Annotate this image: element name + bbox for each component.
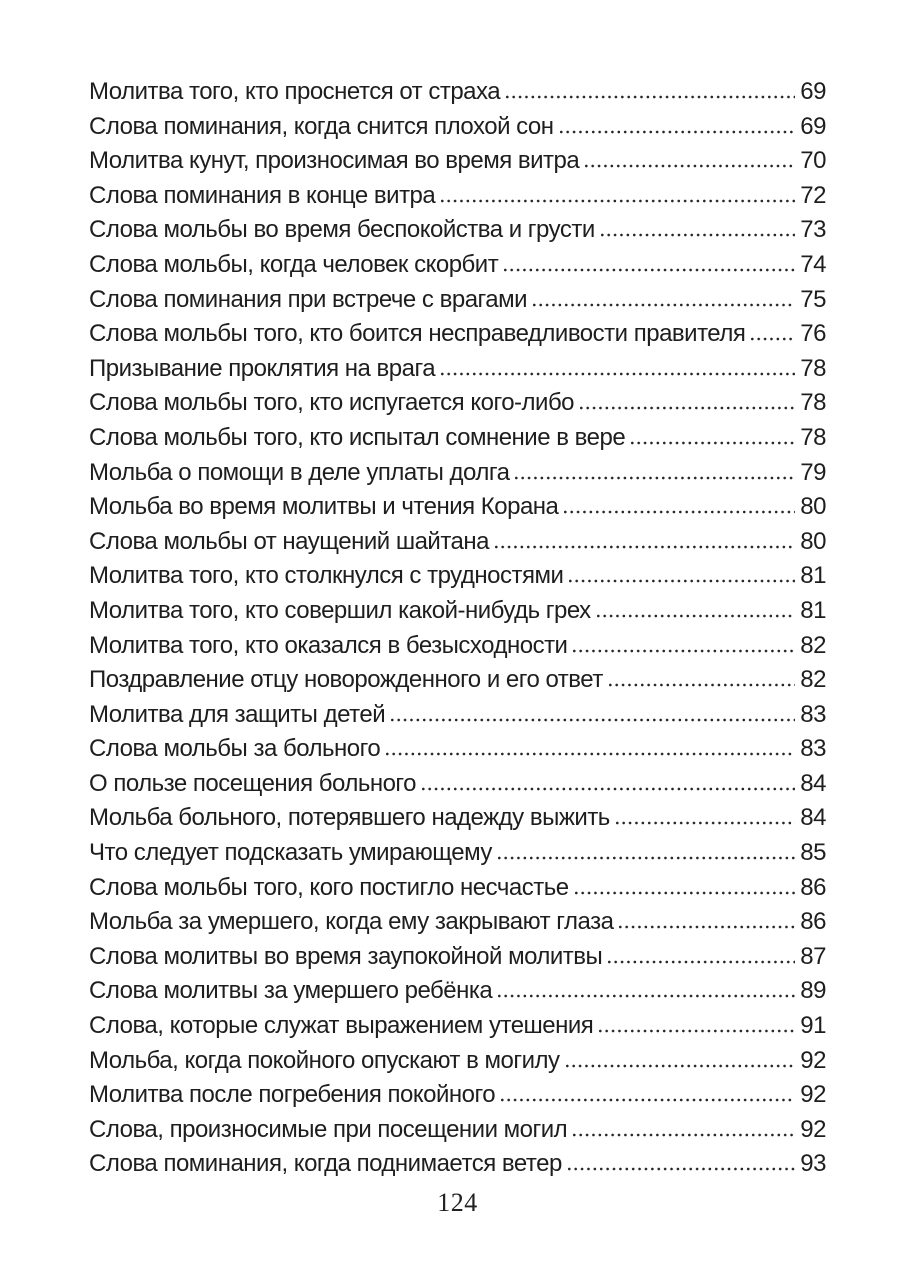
toc-row: [89, 459, 826, 494]
toc-entry-page-number: 93: [800, 1150, 826, 1178]
toc-entry-page-number: 92: [800, 1115, 826, 1143]
toc-entry-page-number: 69: [800, 78, 826, 105]
toc-row: [89, 147, 826, 182]
toc-row: [89, 113, 826, 148]
toc-entry-page-number: 78: [800, 354, 826, 382]
toc-row: [89, 735, 826, 770]
dot-leader: [501, 1098, 795, 1102]
toc-row: [89, 1150, 826, 1185]
toc-entry-page-number: 85: [800, 839, 826, 867]
toc-row: [89, 977, 826, 1012]
toc-entry-title: Слова поминания в конце витра: [89, 181, 436, 209]
toc-row: [89, 216, 826, 251]
toc-row: [89, 701, 826, 736]
toc-entry-page-number: 82: [800, 666, 826, 694]
toc-row: [89, 597, 826, 632]
dot-leader: [599, 1029, 795, 1033]
toc-entry-title: Молитва того, кто оказался в безысходности: [89, 631, 568, 659]
toc-entry-page-number: 73: [800, 216, 826, 244]
toc-entry-page-number: 92: [800, 1046, 826, 1074]
dot-leader: [619, 925, 795, 929]
toc-entry-title: Слова молитвы во время заупокойной молитвы: [89, 942, 603, 970]
toc-entry-title: Слова мольбы за больного: [89, 735, 381, 763]
toc-row: [89, 804, 826, 839]
toc-entry-title: Молитва после погребения покойного: [89, 1081, 496, 1109]
toc-row: [89, 666, 826, 701]
toc-entry-page-number: 69: [800, 112, 826, 140]
toc-entry-title: Слова поминания, когда снится плохой сон: [89, 112, 554, 140]
toc-entry-title: Мольба больного, потерявшего надежду выжить: [89, 804, 610, 832]
toc-row: [89, 182, 826, 217]
toc-entry-title: Что следует подсказать умирающему: [89, 839, 492, 867]
toc-entry-page-number: 70: [800, 147, 826, 175]
toc-entry-page-number: 82: [800, 631, 826, 659]
dot-leader: [566, 1064, 795, 1068]
toc-entry-title: Слова мольбы от наущений шайтана: [89, 527, 489, 555]
toc-entry-page-number: 78: [800, 389, 826, 417]
toc-row: [89, 943, 826, 978]
toc-entry-page-number: 87: [800, 942, 826, 970]
toc-entry-title: Слова мольбы того, кто испугается кого-либо: [89, 389, 575, 417]
dot-leader: [391, 718, 795, 722]
toc-row: [89, 874, 826, 909]
toc-row: [89, 632, 826, 667]
toc-row: [89, 1116, 826, 1151]
dot-leader: [495, 545, 795, 549]
table-of-contents: [89, 78, 826, 1185]
dot-leader: [569, 579, 795, 583]
dot-leader: [386, 752, 795, 756]
toc-entry-title: Молитва того, кто совершил какой-нибудь грех: [89, 596, 591, 624]
dot-leader: [515, 476, 795, 480]
toc-entry-title: Слова мольбы, когда человек скорбит: [89, 250, 499, 278]
toc-entry-page-number: 75: [800, 285, 826, 313]
toc-entry-title: Поздравление отцу новорожденного и его ответ: [89, 666, 603, 694]
toc-entry-title: Слова мольбы того, кто боится несправедливости правителя: [89, 320, 746, 348]
toc-entry-title: Мольба во время молитвы и чтения Корана: [89, 493, 559, 521]
dot-leader: [506, 95, 795, 99]
dot-leader: [564, 510, 795, 514]
toc-entry-title: О пользе посещения больного: [89, 769, 416, 797]
dot-leader: [573, 649, 795, 653]
toc-entry-title: Слова мольбы того, кого постигло несчастье: [89, 873, 569, 901]
dot-leader: [631, 441, 795, 445]
toc-row: [89, 251, 826, 286]
toc-entry-page-number: 78: [800, 423, 826, 451]
toc-row: [89, 320, 826, 355]
toc-entry-page-number: 92: [800, 1081, 826, 1109]
toc-entry-page-number: 89: [800, 977, 826, 1005]
dot-leader: [616, 821, 795, 825]
toc-row: [89, 1012, 826, 1047]
toc-entry-page-number: 81: [800, 562, 826, 590]
toc-row: [89, 78, 826, 113]
dot-leader: [601, 233, 795, 237]
toc-entry-title: Мольба о помощи в деле уплаты долга: [89, 458, 510, 486]
dot-leader: [751, 337, 795, 341]
toc-entry-page-number: 83: [800, 700, 826, 728]
toc-entry-page-number: 86: [800, 873, 826, 901]
toc-row: [89, 770, 826, 805]
toc-row: [89, 562, 826, 597]
toc-entry-page-number: 74: [800, 250, 826, 278]
toc-entry-page-number: 83: [800, 735, 826, 763]
toc-entry-title: Слова, которые служат выражением утешения: [89, 1012, 594, 1040]
toc-entry-page-number: 72: [800, 181, 826, 209]
dot-leader: [573, 1133, 795, 1137]
dot-leader: [585, 164, 795, 168]
toc-row: [89, 355, 826, 390]
toc-entry-title: Молитва для защиты детей: [89, 700, 386, 728]
dot-leader: [597, 614, 795, 618]
toc-entry-page-number: 80: [800, 493, 826, 521]
toc-row: [89, 493, 826, 528]
dot-leader: [441, 372, 795, 376]
toc-entry-page-number: 80: [800, 527, 826, 555]
toc-entry-title: Слова, произносимые при посещении могил: [89, 1115, 568, 1143]
toc-entry-title: Слова поминания, когда поднимается ветер: [89, 1150, 562, 1178]
toc-entry-title: Слова мольбы того, кто испытал сомнение в вере: [89, 423, 626, 451]
toc-entry-page-number: 84: [800, 769, 826, 797]
toc-entry-title: Мольба за умершего, когда ему закрывают глаза: [89, 908, 614, 936]
dot-leader: [609, 683, 795, 687]
toc-row: [89, 839, 826, 874]
dot-leader: [575, 891, 795, 895]
dot-leader: [498, 856, 795, 860]
dot-leader: [533, 303, 795, 307]
toc-row: [89, 389, 826, 424]
toc-row: [89, 528, 826, 563]
toc-entry-title: Слова поминания при встрече с врагами: [89, 285, 528, 313]
toc-entry-title: Молитва кунут, произносимая во время витра: [89, 147, 580, 175]
toc-entry-title: Мольба, когда покойного опускают в могилу: [89, 1046, 560, 1074]
toc-entry-title: Молитва того, кто столкнулся с трудностями: [89, 562, 564, 590]
toc-entry-title: Слова молитвы за умершего ребёнка: [89, 977, 493, 1005]
toc-row: [89, 1047, 826, 1082]
dot-leader: [504, 268, 795, 272]
toc-entry-page-number: 91: [800, 1012, 826, 1040]
toc-row: [89, 1081, 826, 1116]
dot-leader: [580, 406, 795, 410]
footer-page-number: 124: [437, 1188, 478, 1217]
dot-leader: [560, 130, 795, 134]
toc-entry-title: Призывание проклятия на врага: [89, 354, 436, 382]
toc-entry-page-number: 79: [800, 458, 826, 486]
dot-leader: [422, 787, 795, 791]
dot-leader: [498, 994, 795, 998]
toc-entry-page-number: 84: [800, 804, 826, 832]
toc-entry-page-number: 76: [800, 320, 826, 348]
dot-leader: [568, 1167, 795, 1171]
dot-leader: [608, 960, 795, 964]
toc-row: [89, 424, 826, 459]
toc-entry-title: Молитва того, кто проснется от страха: [89, 78, 501, 105]
toc-row: [89, 908, 826, 943]
toc-entry-page-number: 81: [800, 596, 826, 624]
dot-leader: [441, 199, 795, 203]
toc-entry-title: Слова мольбы во время беспокойства и грусти: [89, 216, 595, 244]
toc-entry-page-number: 86: [800, 908, 826, 936]
toc-row: [89, 286, 826, 321]
